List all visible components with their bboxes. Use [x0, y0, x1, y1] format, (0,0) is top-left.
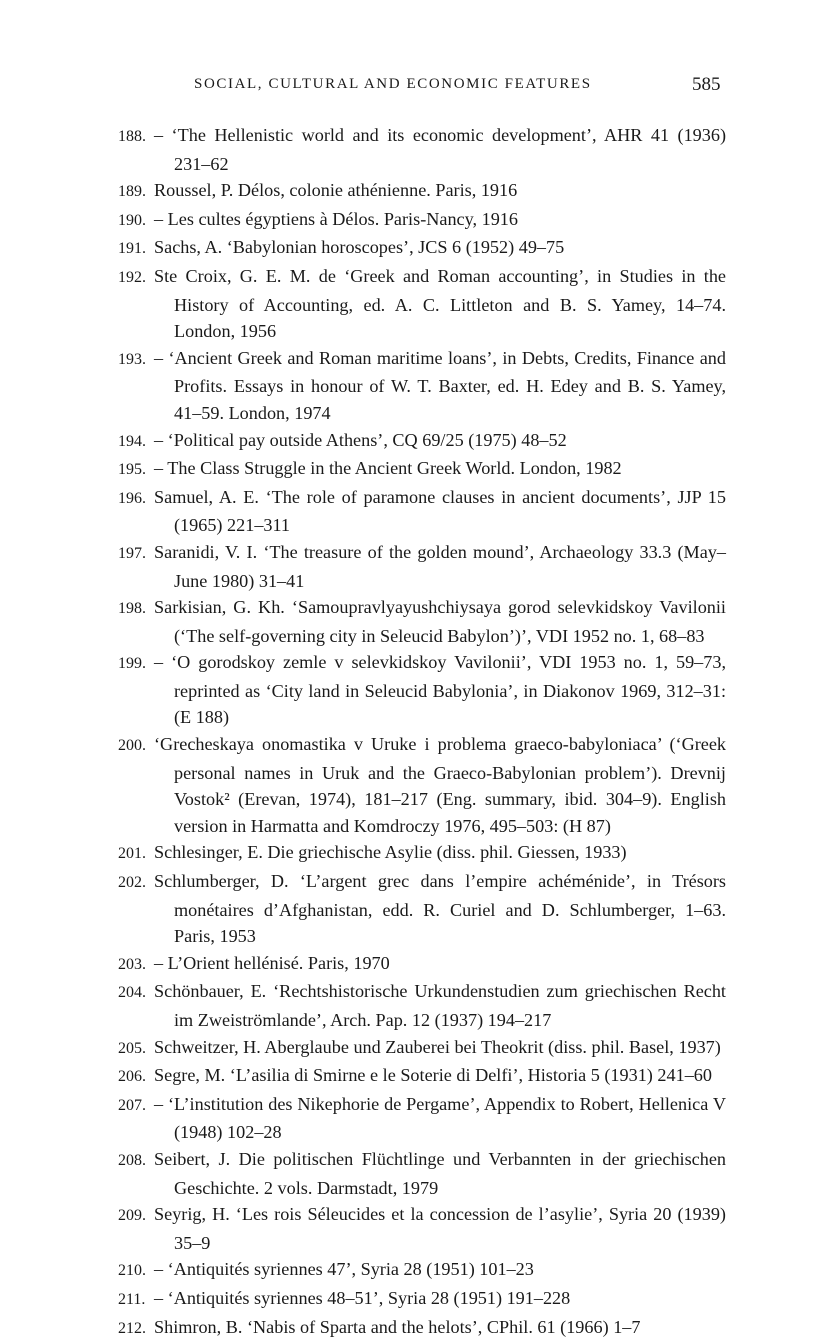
entry-number: 191.	[118, 240, 146, 258]
entry-number: 193.	[118, 350, 146, 368]
entry-number: 209.	[118, 1207, 146, 1225]
entry-number: 208.	[118, 1151, 146, 1169]
entry-text: Saranidi, V. I. ‘The treasure of the golden mound’, Archaeology 33.3 (May–June 1980) 31–41	[154, 541, 726, 591]
entry-text: Seyrig, H. ‘Les rois Séleucides et la concession de l’asylie’, Syria 20 (1939) 35–9	[154, 1204, 726, 1253]
bibliography-entry	[118, 427, 726, 456]
entry-text: – ‘Ancient Greek and Roman maritime loans’, in Debts, Credits, Finance and Profits. Essays in honour of W. T. Baxter, ed. H. Edey and B. S. Yamey, 41–59. London, 1974	[154, 347, 726, 423]
bibliography-entry	[118, 484, 726, 539]
entry-text: – L’Orient hellénisé. Paris, 1970	[154, 952, 390, 973]
entry-text: – ‘L’institution des Nikephorie de Pergame’, Appendix to Robert, Hellenica V (1948) 102–28	[154, 1093, 726, 1143]
bibliography-entry	[118, 1314, 726, 1342]
entry-text: Schlumberger, D. ‘L’argent grec dans l’empire achéménide’, in Trésors monétaires d’Afghanistan, edd. R. Curiel and D. Schlumberger, 1–63. Paris, 1953	[154, 871, 726, 947]
running-head: SOCIAL, CULTURAL AND ECONOMIC FEATURES	[194, 76, 592, 92]
entry-number: 202.	[118, 874, 146, 892]
entry-text: – ‘Antiquités syriennes 47’, Syria 28 (1951) 101–23	[154, 1259, 534, 1280]
bibliography-entry	[118, 263, 726, 345]
entry-text: – Les cultes égyptiens à Délos. Paris-Nancy, 1916	[154, 208, 518, 229]
entry-text: Roussel, P. Délos, colonie athénienne. Paris, 1916	[154, 180, 518, 201]
entry-number: 190.	[118, 211, 146, 229]
entry-text: Segre, M. ‘L’asilia di Smirne e le Soterie di Delfi’, Historia 5 (1931) 241–60	[154, 1065, 712, 1086]
entry-number: 210.	[118, 1262, 146, 1280]
entry-number: 212.	[118, 1319, 146, 1337]
entry-text: Schweitzer, H. Aberglaube und Zauberei bei Theokrit (diss. phil. Basel, 1937)	[154, 1036, 721, 1057]
entry-number: 192.	[118, 268, 146, 286]
entry-text: Schönbauer, E. ‘Rechtshistorische Urkundenstudien zum griechischen Recht im Zweiströmlande’, Arch. Pap. 12 (1937) 194–217	[154, 981, 726, 1030]
entry-text: – ‘Political pay outside Athens’, CQ 69/25 (1975) 48–52	[154, 429, 567, 450]
entry-number: 211.	[118, 1290, 146, 1308]
bibliography-entry	[118, 345, 726, 427]
entry-text: – ‘The Hellenistic world and its economic development’, AHR 41 (1936) 231–62	[154, 125, 726, 174]
entry-text: Ste Croix, G. E. M. de ‘Greek and Roman accounting’, in Studies in the History of Accounting, ed. A. C. Littleton and B. S. Yamey, 14–74. London, 1956	[154, 265, 726, 342]
entry-number: 195.	[118, 461, 146, 479]
bibliography-entry	[118, 1256, 726, 1285]
bibliography-entry	[118, 1285, 726, 1314]
entry-number: 201.	[118, 845, 146, 863]
entry-text: Schlesinger, E. Die griechische Asylie (diss. phil. Giessen, 1933)	[154, 842, 627, 863]
entry-number: 194.	[118, 432, 146, 450]
entry-number: 197.	[118, 544, 146, 562]
bibliography-entry	[118, 1201, 726, 1256]
bibliography-entry	[118, 594, 726, 649]
entry-number: 199.	[118, 655, 146, 673]
bibliography-entry	[118, 950, 726, 979]
entry-number: 198.	[118, 600, 146, 618]
bibliography-entry	[118, 122, 726, 177]
bibliography-entry	[118, 206, 726, 235]
entry-number: 200.	[118, 737, 146, 755]
bibliography-entry	[118, 978, 726, 1033]
bibliography-entry	[118, 539, 726, 594]
entry-text: Samuel, A. E. ‘The role of paramone clauses in ancient documents’, JJP 15 (1965) 221–311	[154, 486, 726, 536]
entry-text: – ‘O gorodskoy zemle v selevkidskoy Vavilonii’, VDI 1953 no. 1, 59–73, reprinted as ‘City land in Seleucid Babylonia’, in Diakonov 1969, 312–31: (E 188)	[154, 652, 726, 728]
bibliography-entry	[118, 1062, 726, 1091]
entry-text: Sarkisian, G. Kh. ‘Samoupravlyayushchiysaya gorod selevkidskoy Vavilonii (‘The self-governing city in Seleucid Babylon’)’, VDI 1952 no. 1, 68–83	[154, 597, 726, 646]
entry-number: 205.	[118, 1039, 146, 1057]
bibliography-entry	[118, 731, 726, 839]
bibliography-entry	[118, 649, 726, 731]
entry-text: Sachs, A. ‘Babylonian horoscopes’, JCS 6 (1952) 49–75	[154, 237, 565, 258]
bibliography-list	[118, 122, 726, 1342]
bibliography-entry	[118, 455, 726, 484]
page-number: 585	[692, 74, 721, 95]
bibliography-entry	[118, 839, 726, 868]
entry-number: 206.	[118, 1068, 146, 1086]
bibliography-entry	[118, 1146, 726, 1201]
entry-text: Seibert, J. Die politischen Flüchtlinge und Verbannten in der griechischen Geschichte. 2 vols. Darmstadt, 1979	[154, 1148, 726, 1198]
entry-text: ‘Grecheskaya onomastika v Uruke i problema graeco-babyloniaca’ (‘Greek personal names in Uruk and the Graeco-Babylonian problem’). Drevnij Vostok² (Erevan, 1974), 181–217 (Eng. summary, ibid. 304–9). English version in Harmatta and Komdroczy 1976, 495–503: (H 87)	[154, 734, 726, 836]
bibliography-entry	[118, 1034, 726, 1063]
entry-number: 203.	[118, 955, 146, 973]
entry-text: Shimron, B. ‘Nabis of Sparta and the helots’, CPhil. 61 (1966) 1–7	[154, 1316, 641, 1337]
bibliography-entry	[118, 177, 726, 206]
entry-number: 204.	[118, 984, 146, 1002]
entry-number: 196.	[118, 489, 146, 507]
bibliography-entry	[118, 868, 726, 950]
entry-number: 189.	[118, 183, 146, 201]
entry-number: 207.	[118, 1096, 146, 1114]
bibliography-entry	[118, 234, 726, 263]
entry-number: 188.	[118, 128, 146, 145]
bibliography-entry	[118, 1091, 726, 1146]
entry-text: – ‘Antiquités syriennes 48–51’, Syria 28 (1951) 191–228	[154, 1287, 571, 1308]
entry-text: – The Class Struggle in the Ancient Greek World. London, 1982	[154, 458, 622, 479]
